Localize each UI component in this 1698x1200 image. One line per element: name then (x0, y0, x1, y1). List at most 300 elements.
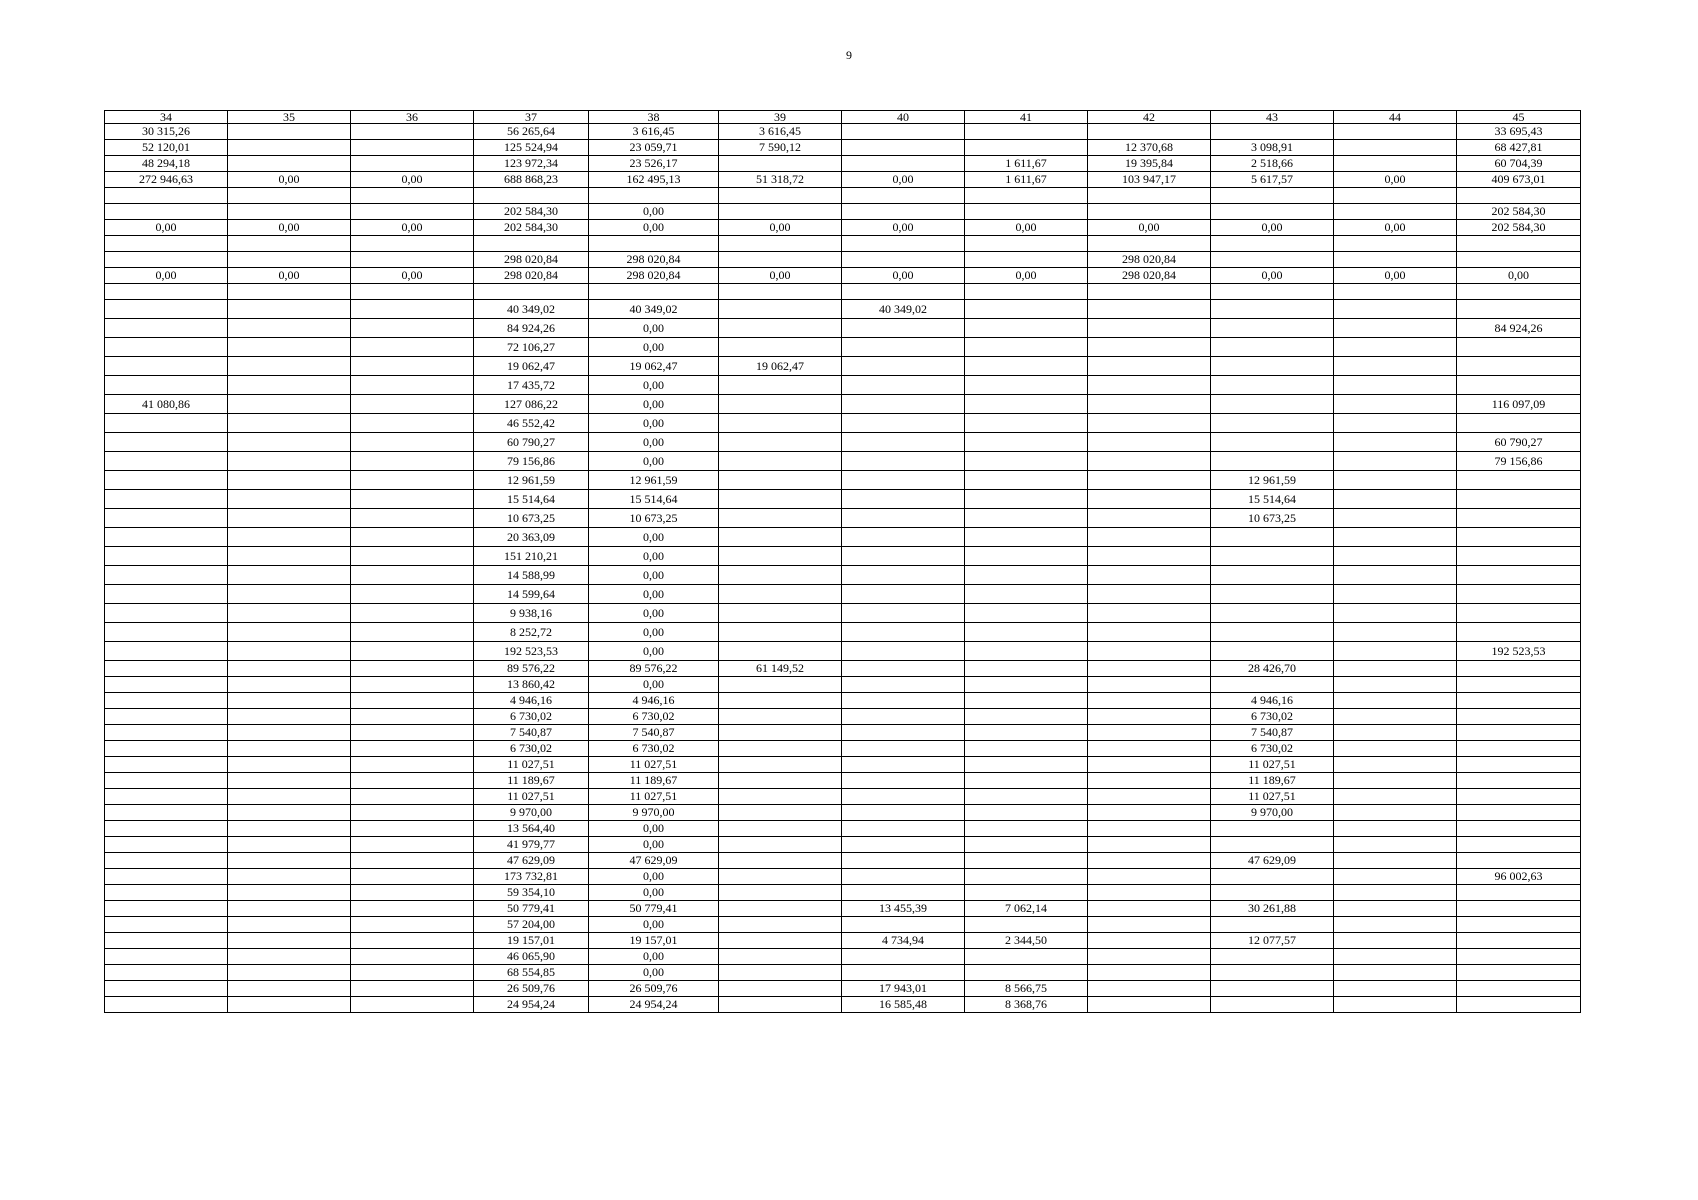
table-cell (842, 357, 965, 376)
table-cell: 89 576,22 (589, 661, 719, 677)
table-cell (351, 725, 474, 741)
table-cell (965, 837, 1088, 853)
table-cell (351, 124, 474, 140)
table-cell: 0,00 (589, 821, 719, 837)
table-cell (351, 284, 474, 300)
table-cell: 3 616,45 (719, 124, 842, 140)
table-cell (105, 547, 228, 566)
table-cell (1457, 933, 1581, 949)
table-cell (351, 236, 474, 252)
table-cell (1457, 300, 1581, 319)
table-cell (351, 661, 474, 677)
table-cell: 20 363,09 (474, 528, 589, 547)
table-cell (351, 156, 474, 172)
table-cell: 40 349,02 (474, 300, 589, 319)
table-cell (1457, 528, 1581, 547)
table-cell (228, 188, 351, 204)
table-cell: 59 354,10 (474, 885, 589, 901)
table-cell (842, 604, 965, 623)
table-cell: 84 924,26 (1457, 319, 1581, 338)
table-cell (1334, 140, 1457, 156)
table-cell (351, 642, 474, 661)
table-cell (1088, 452, 1211, 471)
table-cell: 96 002,63 (1457, 869, 1581, 885)
table-cell (228, 741, 351, 757)
table-cell (1334, 933, 1457, 949)
table-cell (1334, 528, 1457, 547)
table-cell (228, 981, 351, 997)
table-row (105, 773, 1581, 789)
table-cell (105, 933, 228, 949)
table-cell (719, 853, 842, 869)
table-cell: 4 946,16 (589, 693, 719, 709)
table-cell (228, 789, 351, 805)
table-cell: 47 629,09 (474, 853, 589, 869)
table-cell (1457, 837, 1581, 853)
table-cell (1457, 949, 1581, 965)
table-cell (719, 204, 842, 220)
table-cell (351, 917, 474, 933)
table-row (105, 965, 1581, 981)
table-cell (351, 837, 474, 853)
table-cell (474, 236, 589, 252)
table-cell (228, 965, 351, 981)
table-cell: 7 062,14 (965, 901, 1088, 917)
table-cell (228, 693, 351, 709)
table-cell (1211, 547, 1334, 566)
table-cell: 7 590,12 (719, 140, 842, 156)
table-cell: 11 189,67 (474, 773, 589, 789)
table-cell (105, 414, 228, 433)
column-header: 39 (719, 111, 842, 124)
table-cell: 8 566,75 (965, 981, 1088, 997)
table-cell (842, 885, 965, 901)
table-cell (228, 357, 351, 376)
table-cell: 116 097,09 (1457, 395, 1581, 414)
table-cell: 8 368,76 (965, 997, 1088, 1013)
table-cell (1457, 901, 1581, 917)
table-cell: 0,00 (105, 220, 228, 236)
table-cell (228, 140, 351, 156)
table-cell (351, 452, 474, 471)
table-cell (105, 661, 228, 677)
table-cell (719, 585, 842, 604)
table-cell (1334, 585, 1457, 604)
table-cell (1457, 566, 1581, 585)
table-cell (965, 642, 1088, 661)
table-cell (842, 965, 965, 981)
table-cell (965, 414, 1088, 433)
table-cell: 19 062,47 (719, 357, 842, 376)
table-cell: 0,00 (589, 220, 719, 236)
table-cell (351, 433, 474, 452)
table-cell (1088, 997, 1211, 1013)
table-cell (1088, 837, 1211, 853)
table-cell (1088, 471, 1211, 490)
table-cell (965, 965, 1088, 981)
table-row (105, 997, 1581, 1013)
table-cell (105, 471, 228, 490)
table-cell (719, 395, 842, 414)
table-cell (474, 284, 589, 300)
table-row (105, 376, 1581, 395)
table-cell (105, 869, 228, 885)
table-cell (965, 490, 1088, 509)
table-cell (105, 773, 228, 789)
table-cell (1334, 725, 1457, 741)
table-cell: 19 062,47 (589, 357, 719, 376)
table-cell (965, 585, 1088, 604)
table-row (105, 725, 1581, 741)
table-cell: 10 673,25 (474, 509, 589, 528)
table-cell (351, 933, 474, 949)
table-cell (228, 901, 351, 917)
table-cell (1088, 693, 1211, 709)
table-cell (719, 433, 842, 452)
table-cell: 11 189,67 (1211, 773, 1334, 789)
table-cell (1211, 284, 1334, 300)
table-cell (228, 933, 351, 949)
table-row (105, 252, 1581, 268)
table-cell (1088, 821, 1211, 837)
table-cell (719, 490, 842, 509)
table-cell (1088, 725, 1211, 741)
table-cell (1334, 757, 1457, 773)
table-row (105, 869, 1581, 885)
table-cell (719, 837, 842, 853)
table-row (105, 853, 1581, 869)
table-cell (1088, 566, 1211, 585)
table-cell (105, 604, 228, 623)
table-cell (589, 236, 719, 252)
table-cell: 0,00 (589, 585, 719, 604)
table-cell (719, 997, 842, 1013)
table-cell (1334, 741, 1457, 757)
table-cell (965, 757, 1088, 773)
table-cell (1088, 585, 1211, 604)
table-row (105, 300, 1581, 319)
table-cell (719, 338, 842, 357)
table-cell: 40 349,02 (842, 300, 965, 319)
table-cell: 0,00 (1334, 220, 1457, 236)
table-cell: 0,00 (719, 268, 842, 284)
table-cell: 0,00 (589, 885, 719, 901)
table-cell (719, 677, 842, 693)
table-cell (1088, 869, 1211, 885)
table-cell (719, 949, 842, 965)
table-cell (105, 949, 228, 965)
table-cell (965, 338, 1088, 357)
table-cell: 0,00 (589, 547, 719, 566)
table-cell (1334, 357, 1457, 376)
table-cell (351, 965, 474, 981)
table-cell (1457, 376, 1581, 395)
table-cell (842, 156, 965, 172)
table-cell (351, 471, 474, 490)
table-cell (842, 837, 965, 853)
table-cell: 298 020,84 (474, 252, 589, 268)
table-cell (1457, 981, 1581, 997)
table-cell (1088, 433, 1211, 452)
table-cell: 123 972,34 (474, 156, 589, 172)
table-cell: 0,00 (1211, 220, 1334, 236)
table-cell (1088, 204, 1211, 220)
table-cell (1211, 188, 1334, 204)
table-cell (1088, 901, 1211, 917)
table-cell: 0,00 (965, 268, 1088, 284)
table-cell (1088, 677, 1211, 693)
table-cell (965, 885, 1088, 901)
table-cell (105, 300, 228, 319)
table-cell (1334, 414, 1457, 433)
table-cell: 33 695,43 (1457, 124, 1581, 140)
table-cell (351, 885, 474, 901)
table-cell (105, 693, 228, 709)
table-cell (842, 252, 965, 268)
table-cell: 84 924,26 (474, 319, 589, 338)
table-cell (719, 509, 842, 528)
table-cell (842, 452, 965, 471)
table-cell: 202 584,30 (1457, 204, 1581, 220)
table-cell (228, 204, 351, 220)
table-row (105, 566, 1581, 585)
table-cell (1334, 869, 1457, 885)
table-cell (351, 869, 474, 885)
table-cell: 0,00 (589, 917, 719, 933)
table-cell (842, 677, 965, 693)
table-cell (719, 188, 842, 204)
table-row (105, 661, 1581, 677)
table-cell: 17 943,01 (842, 981, 965, 997)
table-cell (719, 693, 842, 709)
table-cell (228, 414, 351, 433)
table-cell (228, 566, 351, 585)
table-cell: 4 946,16 (474, 693, 589, 709)
table-cell (1211, 677, 1334, 693)
table-cell: 41 080,86 (105, 395, 228, 414)
table-cell (1334, 452, 1457, 471)
table-cell (228, 528, 351, 547)
table-cell: 0,00 (842, 268, 965, 284)
column-header: 38 (589, 111, 719, 124)
table-cell (1211, 869, 1334, 885)
table-cell (842, 949, 965, 965)
table-cell (1211, 528, 1334, 547)
table-cell: 0,00 (1088, 220, 1211, 236)
table-cell: 0,00 (589, 395, 719, 414)
table-cell (105, 490, 228, 509)
table-cell (965, 124, 1088, 140)
table-cell: 272 946,63 (105, 172, 228, 188)
table-cell (1457, 338, 1581, 357)
table-cell (842, 140, 965, 156)
table-cell: 17 435,72 (474, 376, 589, 395)
table-cell (1088, 547, 1211, 566)
table-cell: 0,00 (589, 338, 719, 357)
table-cell: 0,00 (589, 319, 719, 338)
column-header: 36 (351, 111, 474, 124)
table-row (105, 623, 1581, 642)
table-cell (1211, 965, 1334, 981)
table-cell (351, 566, 474, 585)
table-cell: 23 059,71 (589, 140, 719, 156)
table-cell (228, 725, 351, 741)
column-header: 41 (965, 111, 1088, 124)
table-cell (1211, 376, 1334, 395)
table-cell (1334, 773, 1457, 789)
table-cell (1334, 156, 1457, 172)
table-cell: 688 868,23 (474, 172, 589, 188)
table-cell (965, 376, 1088, 395)
table-cell (351, 528, 474, 547)
table-cell (228, 642, 351, 661)
table-cell (1334, 433, 1457, 452)
table-cell (719, 773, 842, 789)
column-header: 40 (842, 111, 965, 124)
table-cell (719, 528, 842, 547)
table-row (105, 901, 1581, 917)
table-cell (1334, 300, 1457, 319)
table-cell (1457, 414, 1581, 433)
table-cell: 11 027,51 (1211, 789, 1334, 805)
table-cell (351, 677, 474, 693)
table-cell (965, 566, 1088, 585)
table-cell (228, 124, 351, 140)
table-cell (228, 773, 351, 789)
column-header: 34 (105, 111, 228, 124)
table-cell (719, 414, 842, 433)
table-cell (228, 709, 351, 725)
table-cell (105, 319, 228, 338)
table-cell (719, 965, 842, 981)
table-cell (1457, 357, 1581, 376)
table-cell: 15 514,64 (589, 490, 719, 509)
table-cell (1088, 981, 1211, 997)
table-cell (1457, 789, 1581, 805)
table-cell (228, 509, 351, 528)
table-row (105, 471, 1581, 490)
table-cell (965, 140, 1088, 156)
table-cell: 127 086,22 (474, 395, 589, 414)
table-cell (965, 805, 1088, 821)
table-cell: 6 730,02 (1211, 741, 1334, 757)
table-cell: 6 730,02 (474, 709, 589, 725)
table-cell (228, 156, 351, 172)
table-cell (842, 509, 965, 528)
table-cell (965, 252, 1088, 268)
table-row (105, 284, 1581, 300)
table-cell (1334, 604, 1457, 623)
table-cell (719, 805, 842, 821)
table-cell (589, 188, 719, 204)
table-row (105, 837, 1581, 853)
table-cell: 0,00 (589, 623, 719, 642)
table-cell: 60 790,27 (1457, 433, 1581, 452)
table-cell (1457, 252, 1581, 268)
table-cell: 7 540,87 (589, 725, 719, 741)
table-cell: 0,00 (1457, 268, 1581, 284)
table-cell: 12 077,57 (1211, 933, 1334, 949)
table-row (105, 204, 1581, 220)
table-cell (351, 997, 474, 1013)
table-cell (228, 319, 351, 338)
table-cell (1457, 585, 1581, 604)
table-cell (1088, 490, 1211, 509)
table-cell (1088, 965, 1211, 981)
table-cell (719, 709, 842, 725)
table-cell (1211, 300, 1334, 319)
table-cell: 298 020,84 (1088, 268, 1211, 284)
table-row (105, 709, 1581, 725)
table-cell (719, 252, 842, 268)
table-cell (719, 623, 842, 642)
table-cell (1088, 284, 1211, 300)
table-cell (965, 725, 1088, 741)
table-row (105, 188, 1581, 204)
table-cell (842, 709, 965, 725)
table-cell: 30 315,26 (105, 124, 228, 140)
table-cell (228, 757, 351, 773)
table-cell: 298 020,84 (589, 252, 719, 268)
table-cell (105, 709, 228, 725)
table-cell: 6 730,02 (1211, 709, 1334, 725)
table-cell: 56 265,64 (474, 124, 589, 140)
table-cell (1457, 188, 1581, 204)
table-cell: 11 027,51 (474, 757, 589, 773)
data-table (104, 110, 1581, 1013)
table-cell (105, 188, 228, 204)
table-cell: 9 970,00 (589, 805, 719, 821)
table-cell: 51 318,72 (719, 172, 842, 188)
table-cell (1334, 236, 1457, 252)
table-cell (1334, 805, 1457, 821)
table-row (105, 433, 1581, 452)
table-cell (105, 338, 228, 357)
column-header: 45 (1457, 111, 1581, 124)
table-cell (1211, 623, 1334, 642)
table-cell: 0,00 (589, 566, 719, 585)
table-cell: 12 961,59 (1211, 471, 1334, 490)
table-cell (105, 677, 228, 693)
table-cell: 192 523,53 (474, 642, 589, 661)
table-cell (1211, 642, 1334, 661)
table-cell: 16 585,48 (842, 997, 965, 1013)
table-cell: 24 954,24 (474, 997, 589, 1013)
table-cell (351, 509, 474, 528)
table-cell (1088, 300, 1211, 319)
table-cell (228, 853, 351, 869)
table-cell: 9 938,16 (474, 604, 589, 623)
table-cell: 41 979,77 (474, 837, 589, 853)
table-cell (965, 284, 1088, 300)
table-cell (351, 376, 474, 395)
table-cell (105, 585, 228, 604)
table-cell (1457, 757, 1581, 773)
table-cell (842, 757, 965, 773)
table-cell (1457, 236, 1581, 252)
table-cell (719, 300, 842, 319)
table-cell (105, 376, 228, 395)
table-cell (965, 789, 1088, 805)
table-cell (351, 693, 474, 709)
table-cell (1457, 547, 1581, 566)
table-row (105, 642, 1581, 661)
table-cell: 79 156,86 (474, 452, 589, 471)
table-cell (351, 585, 474, 604)
table-cell (842, 869, 965, 885)
table-cell: 19 157,01 (589, 933, 719, 949)
table-cell: 26 509,76 (474, 981, 589, 997)
